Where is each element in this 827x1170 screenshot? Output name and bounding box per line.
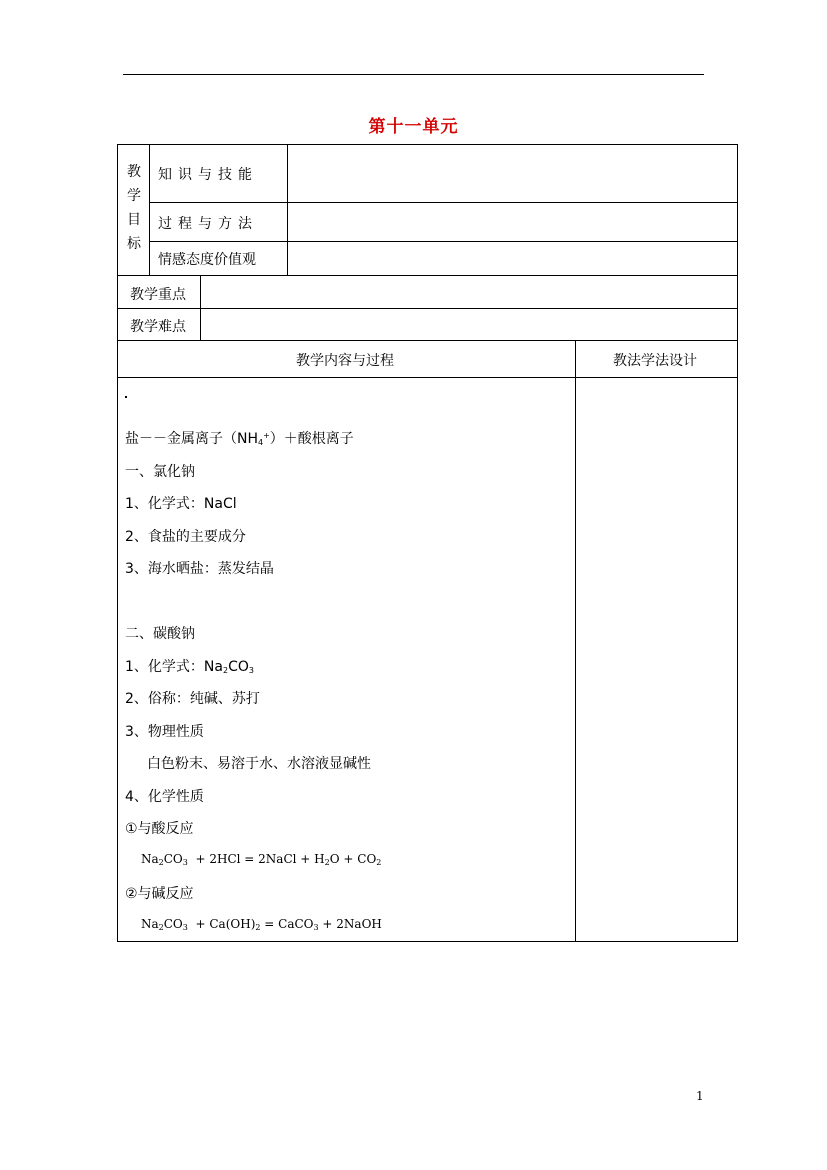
- list-item: 3、海水晒盐：蒸发结晶: [125, 561, 274, 577]
- list-item: 1、化学式：$Na_2CO_3$: [125, 659, 254, 675]
- objective-process-label: 过程与方法: [158, 216, 258, 232]
- reaction-label: ②与碱反应: [125, 886, 194, 902]
- column-header-content: 教学内容与过程: [296, 353, 394, 369]
- difficulties-label: 教学难点: [130, 319, 186, 335]
- key-points-label: 教学重点: [130, 287, 186, 303]
- salt-definition: 盐－－金属离子$(NH_4^+)+$酸根离子: [125, 431, 354, 447]
- list-item: 2、食盐的主要成分: [125, 529, 246, 545]
- list-item: 4、化学性质: [125, 789, 204, 805]
- list-item: 2、俗称：纯碱、苏打: [125, 691, 260, 707]
- objective-attitude-label: 情感态度价值观: [158, 252, 256, 268]
- page-title: 第十一单元: [368, 117, 459, 137]
- objectives-label: 教 学 目 标: [127, 164, 141, 252]
- section-heading-na2co3: 二、碳酸钠: [125, 626, 195, 642]
- list-item-detail: 白色粉末、易溶于水、水溶液显碱性: [147, 756, 371, 772]
- reaction-equation: $Na_2CO_3 + Ca(OH)_2$ = CaCO$_3$ + 2NaOH: [141, 917, 382, 932]
- column-header-method: 教法学法设计: [613, 353, 697, 369]
- list-item: 3、物理性质: [125, 724, 204, 740]
- list-item: 1、化学式：NaCl: [125, 496, 237, 512]
- header-rule: [123, 74, 704, 75]
- reaction-equation: $Na_2CO_3 + 2HCl$ = 2NaCl + $H_2O + CO_2$: [141, 852, 382, 867]
- objective-knowledge-label: 知识与技能: [158, 167, 258, 183]
- stray-mark: [125, 396, 127, 398]
- section-heading-nacl: 一、氯化钠: [125, 464, 195, 480]
- reaction-label: ①与酸反应: [125, 821, 194, 837]
- page-number: 1: [696, 1089, 704, 1103]
